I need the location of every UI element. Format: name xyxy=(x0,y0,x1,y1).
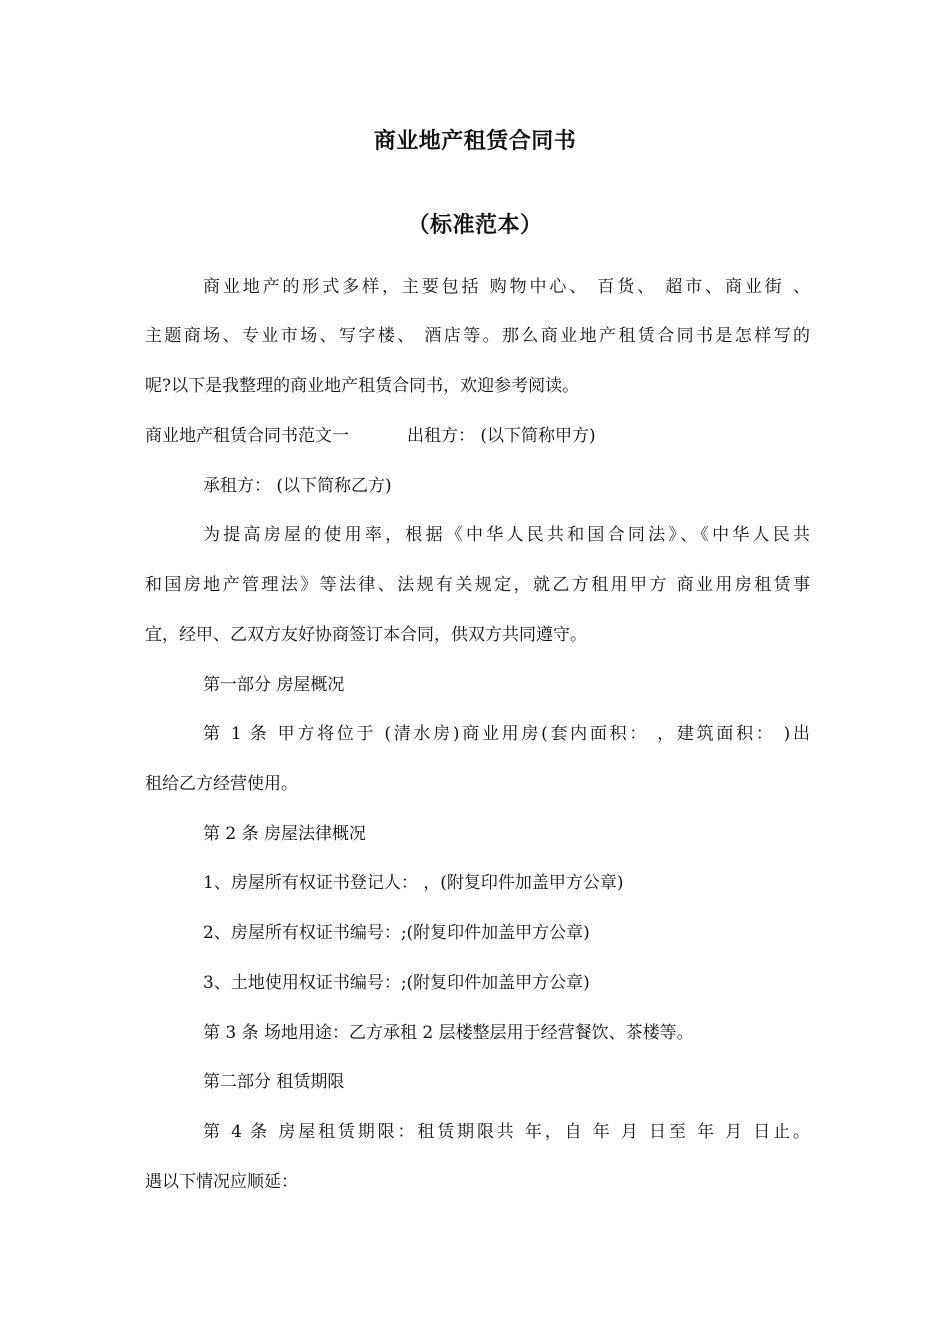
article-2-item-2: 2、房屋所有权证书编号：;(附复印件加盖甲方公章) xyxy=(203,923,590,943)
lessee-label: 承租方： (以下简称乙方) xyxy=(203,476,392,496)
part-one-heading: 第一部分 房屋概况 xyxy=(203,675,345,695)
lessor-label: 出租方： (以下简称甲方) xyxy=(407,426,596,446)
preamble-line-2: 和国房地产管理法》等法律、法规有关规定，就乙方租用甲方 商业用房租赁事 xyxy=(145,575,810,595)
article-4-line-1: 第 4 条 房屋租赁期限：租赁期限共 年，自 年 月 日至 年 月 日止。 xyxy=(203,1122,810,1142)
preamble-line-3: 宜，经甲、乙双方友好协商签订本合同，供双方共同遵守。 xyxy=(145,625,587,645)
document-title: 商业地产租赁合同书 xyxy=(373,129,577,154)
article-4-line-2: 遇以下情况应顺延： xyxy=(145,1172,298,1192)
article-2-heading: 第 2 条 房屋法律概况 xyxy=(203,824,367,844)
article-1-line-2: 租给乙方经营使用。 xyxy=(145,774,298,794)
preamble-line-1: 为提高房屋的使用率，根据《中华人民共和国合同法》、《中华人民共 xyxy=(203,525,810,545)
document-subtitle: （标准范本） xyxy=(407,213,543,238)
sample-heading: 商业地产租赁合同书范文一 xyxy=(145,426,349,446)
article-1-line-1: 第 1 条 甲方将位于 (清水房)商业用房(套内面积： ，建筑面积： )出 xyxy=(203,724,810,744)
sample-heading-line xyxy=(145,425,810,447)
article-3: 第 3 条 场地用途：乙方承租 2 层楼整层用于经营餐饮、茶楼等。 xyxy=(203,1023,694,1043)
part-two-heading: 第二部分 租赁期限 xyxy=(203,1072,345,1092)
intro-line-3: 呢?以下是我整理的商业地产租赁合同书，欢迎参考阅读。 xyxy=(145,376,580,396)
intro-line-1: 商业地产的形式多样，主要包括 购物中心、 百货、 超市、商业街 、 xyxy=(203,277,810,297)
intro-line-2: 主题商场、专业市场、写字楼、 酒店等。那么商业地产租赁合同书是怎样写的 xyxy=(145,326,810,346)
article-2-item-3: 3、土地使用权证书编号：;(附复印件加盖甲方公章) xyxy=(203,973,590,993)
article-2-item-1: 1、房屋所有权证书登记人： ，(附复印件加盖甲方公章) xyxy=(203,873,624,893)
